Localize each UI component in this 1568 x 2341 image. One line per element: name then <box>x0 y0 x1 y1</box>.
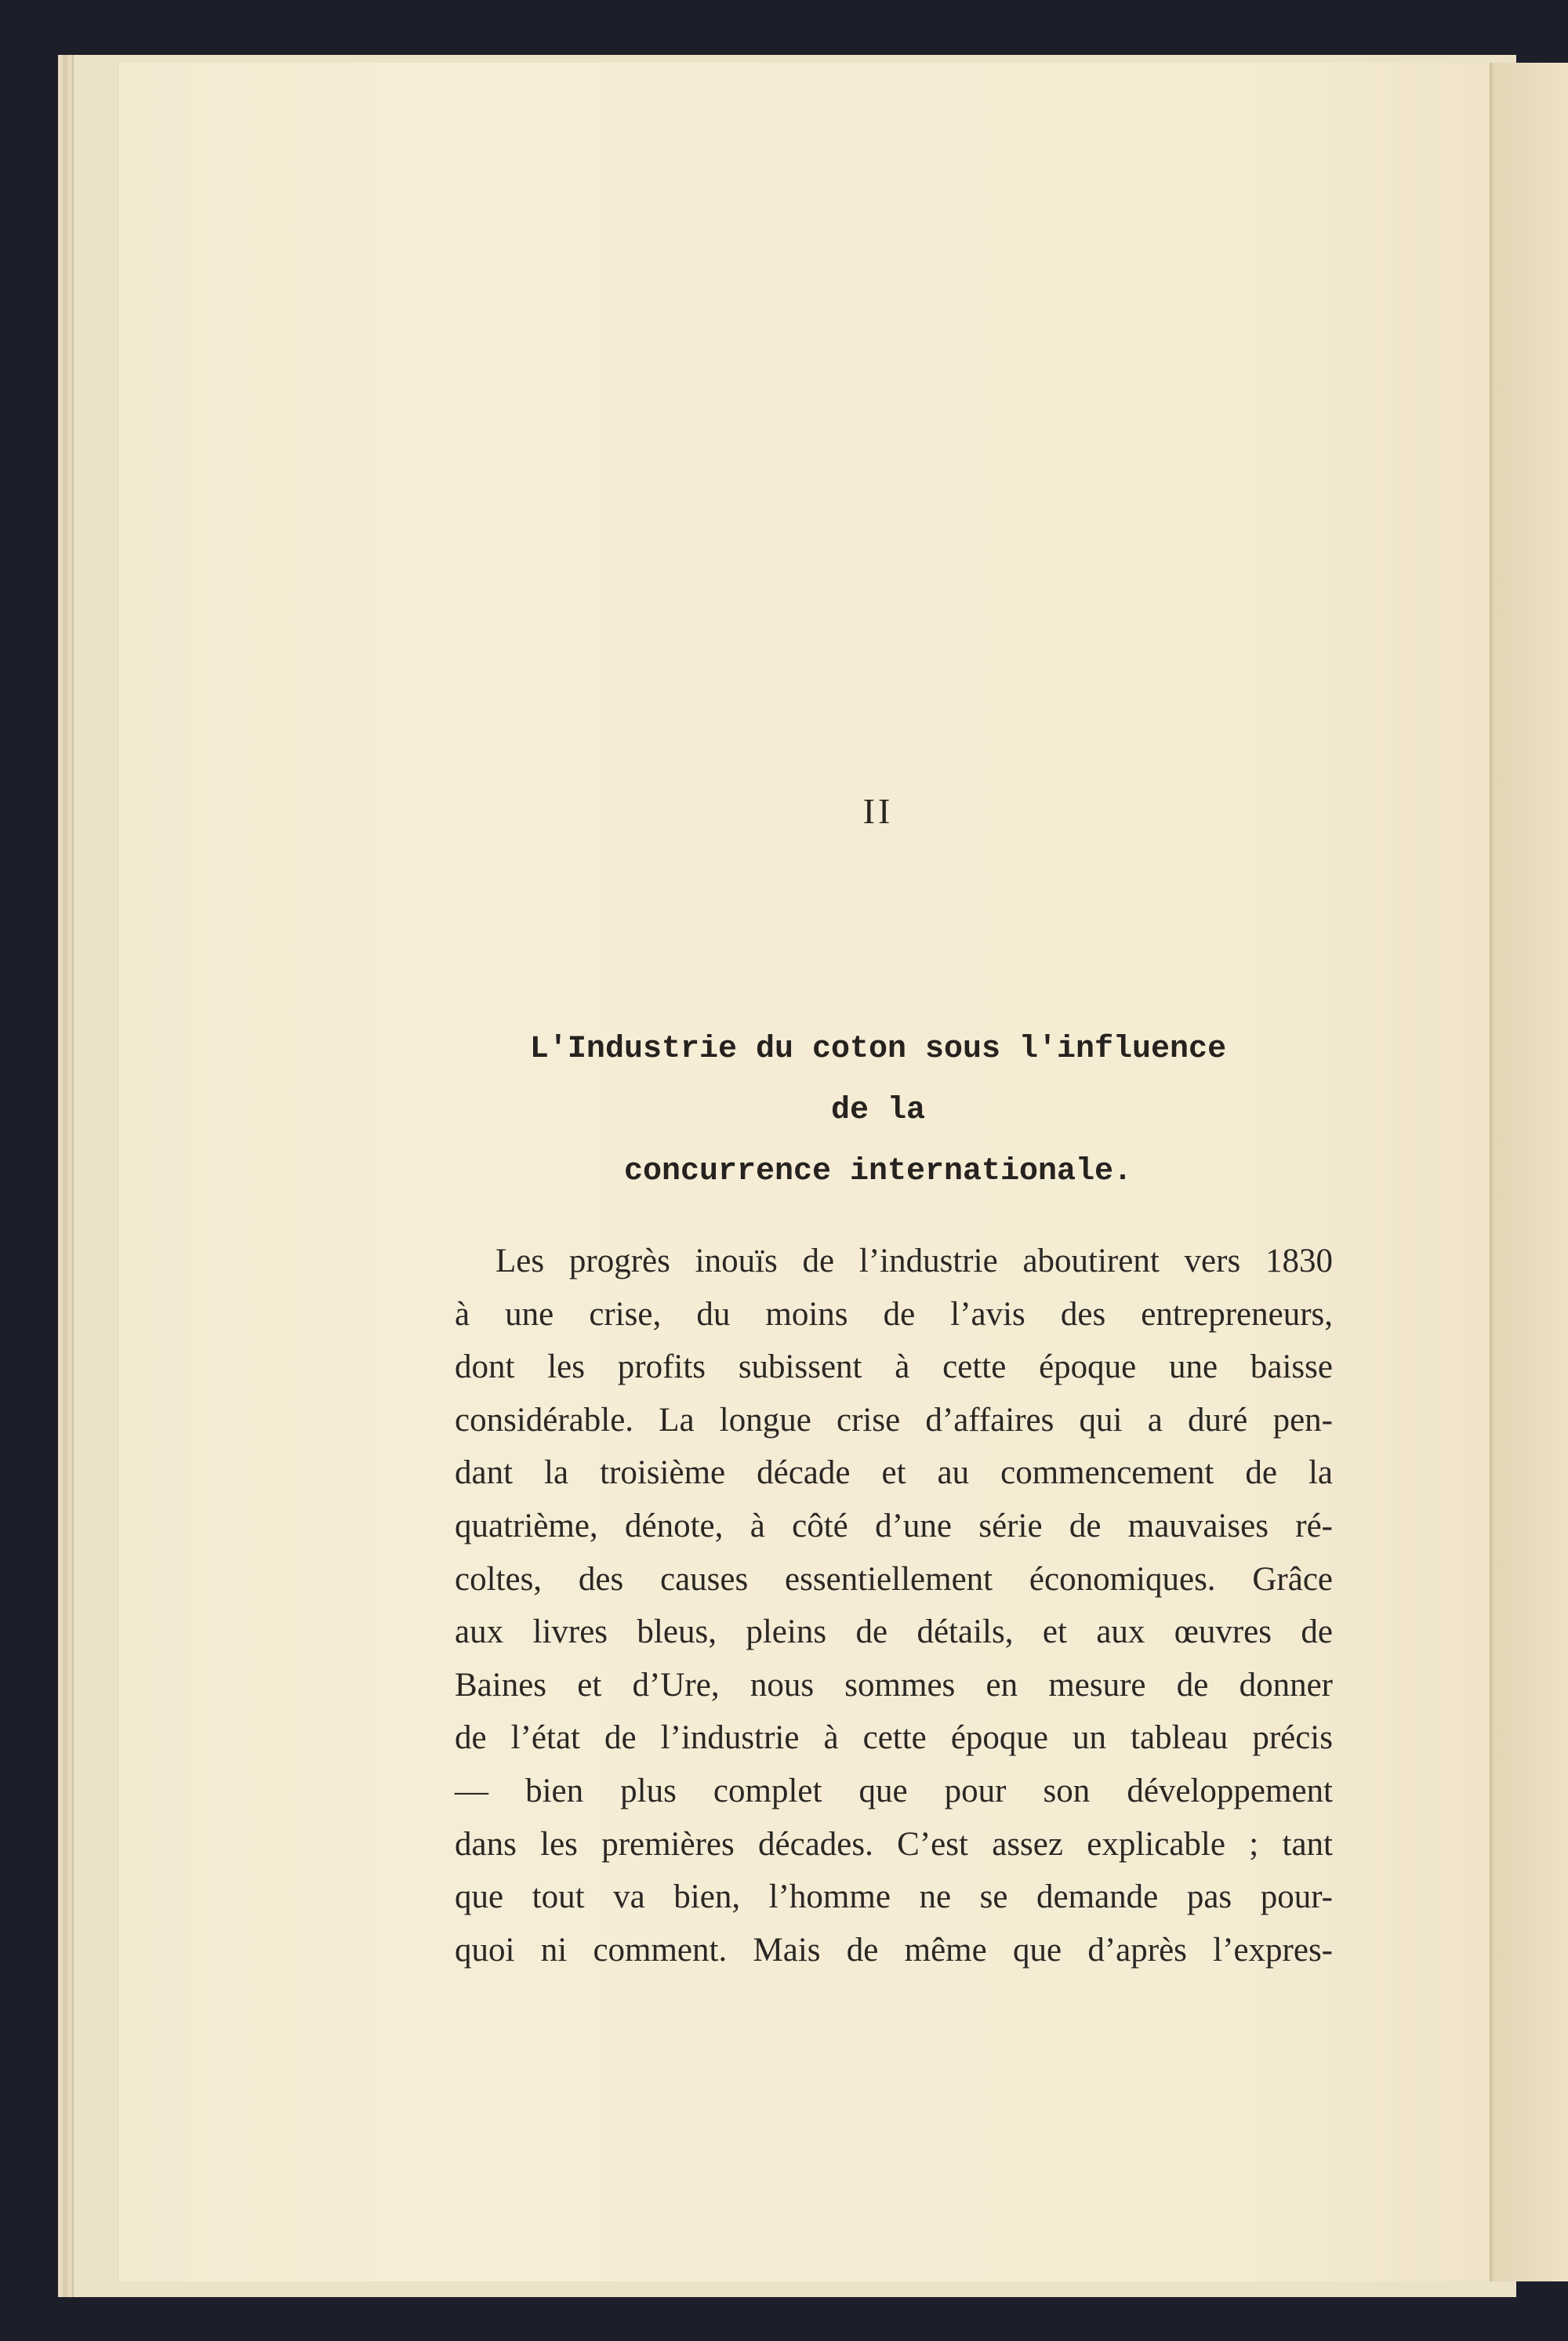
text-line: dant la troisième décade et au commencement de la <box>455 1454 1333 1492</box>
text-line: de l’état de l’industrie à cette époque un tableau précis <box>455 1719 1333 1757</box>
text-line: aux livres bleus, pleins de détails, et aux œuvres de <box>455 1613 1333 1651</box>
chapter-title <box>502 1019 1254 1203</box>
text-line: dans les premières décades. C’est assez explicable ; tant <box>455 1825 1333 1863</box>
body-paragraph <box>455 1235 1333 1976</box>
text-line: — bien plus complet que pour son développement <box>455 1772 1333 1809</box>
text-line: Baines et d’Ure, nous sommes en mesure de donner <box>455 1666 1333 1704</box>
chapter-title-line-1: L'Industrie du coton sous l'influence de la <box>529 1032 1227 1128</box>
text-line: dont les profits subissent à cette époque une baisse <box>455 1348 1333 1386</box>
chapter-number: II <box>862 791 894 831</box>
text-line: à une crise, du moins de l’avis des entrepreneurs, <box>455 1295 1333 1333</box>
text-line: Les progrès inouïs de l’industrie aboutirent vers 1830 <box>495 1243 1333 1279</box>
text-line: quoi ni comment. Mais de même que d’après l’expres- <box>455 1931 1333 1969</box>
text-line: considérable. La longue crise d’affaires qui a duré pen- <box>455 1401 1333 1439</box>
text-line: que tout va bien, l’homme ne se demande pas pour- <box>455 1878 1333 1916</box>
text-line: coltes, des causes essentiellement économiques. Grâce <box>455 1560 1333 1598</box>
chapter-title-line-2: concurrence internationale. <box>623 1154 1133 1189</box>
facing-page-edge <box>1494 63 1568 2281</box>
text-line: quatrième, dénote, à côté d’une série de mauvaises ré- <box>455 1507 1333 1544</box>
